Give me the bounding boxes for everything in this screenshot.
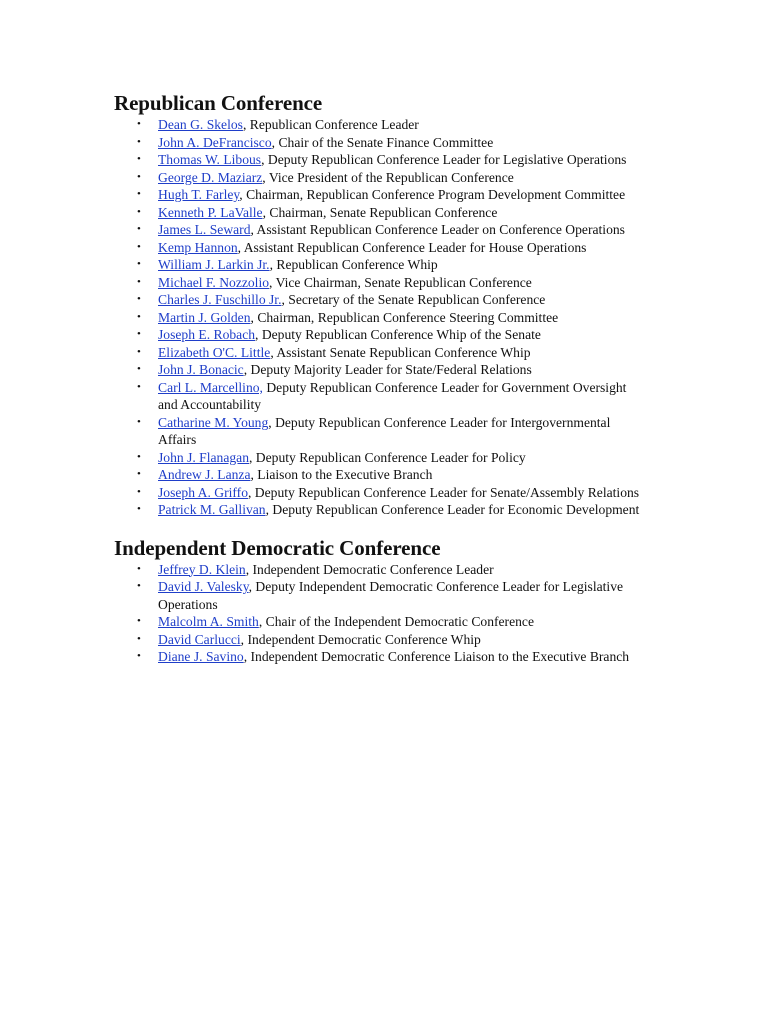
- document-page: [114, 90, 644, 666]
- list-item: [137, 484, 644, 502]
- bullet-icon: •: [137, 650, 141, 662]
- bullet-icon: •: [137, 293, 141, 305]
- list-item: [137, 151, 644, 169]
- member-role: , Republican Conference Leader: [242, 117, 419, 132]
- member-name-link[interactable]: Joseph A. Griffo: [158, 484, 248, 500]
- member-role: , Chairman, Republican Conference Steering Committee: [250, 309, 559, 325]
- list-item: [137, 449, 644, 467]
- bullet-icon: •: [137, 170, 141, 183]
- member-role: , Independent Democratic Conference Liaison to the Executive Branch: [243, 649, 630, 664]
- member-role: , Assistant Republican Conference Leader for House Operations: [237, 239, 587, 255]
- list-item: [137, 578, 644, 613]
- member-name-link[interactable]: John J. Bonacic: [158, 362, 244, 377]
- list-item: [137, 501, 644, 519]
- member-role: , Deputy Majority Leader for State/Federal Relations: [243, 362, 532, 377]
- member-role: , Secretary of the Senate Republican Conference: [281, 292, 546, 307]
- bullet-icon: •: [137, 415, 141, 428]
- member-role: , Deputy Republican Conference Leader for Intergovernmental Affairs: [158, 414, 611, 447]
- member-name-link[interactable]: Thomas W. Libous: [158, 152, 262, 167]
- member-role: , Deputy Republican Conference Leader for Legislative Operations: [261, 152, 627, 167]
- list-item: [137, 344, 644, 362]
- bullet-icon: •: [137, 450, 141, 463]
- list-item: [137, 239, 644, 257]
- list-item: [137, 379, 644, 414]
- list-item: [137, 631, 644, 649]
- independent-democratic-conference-section: [114, 535, 644, 666]
- list-item: [137, 326, 644, 344]
- member-role: , Independent Democratic Conference Leader: [245, 561, 494, 577]
- bullet-icon: •: [137, 223, 141, 235]
- list-item: [137, 414, 644, 449]
- member-name-link[interactable]: Hugh T. Farley: [158, 187, 240, 202]
- member-role: , Republican Conference Whip: [269, 257, 438, 272]
- bullet-icon: •: [137, 562, 141, 575]
- bullet-icon: •: [137, 363, 141, 375]
- member-role: , Chair of the Independent Democratic Conference: [258, 614, 534, 629]
- member-name-link[interactable]: Michael F. Nozzolio: [158, 274, 270, 290]
- member-name-link[interactable]: Kenneth P. LaValle: [158, 204, 263, 220]
- member-name-link[interactable]: Patrick M. Gallivan: [158, 502, 266, 517]
- list-item: [137, 169, 644, 187]
- bullet-icon: •: [137, 580, 141, 592]
- bullet-icon: •: [137, 188, 141, 200]
- bullet-icon: •: [137, 275, 141, 288]
- republican-conference-section: [114, 90, 644, 519]
- member-name-link[interactable]: David J. Valesky: [158, 579, 249, 594]
- member-name-link[interactable]: John J. Flanagan: [158, 449, 249, 465]
- member-name-link[interactable]: Andrew J. Lanza: [158, 467, 251, 482]
- list-item: [137, 291, 644, 309]
- bullet-icon: •: [137, 310, 141, 323]
- member-role: , Vice Chairman, Senate Republican Conference: [269, 274, 532, 290]
- list-item: [137, 256, 644, 274]
- list-item: [137, 204, 644, 222]
- list-item: [137, 361, 644, 379]
- list-item: [137, 221, 644, 239]
- member-role: , Deputy Independent Democratic Conference Leader for Legislative Operations: [158, 579, 624, 612]
- list-item: [137, 309, 644, 327]
- member-role: , Vice President of the Republican Conference: [262, 169, 514, 185]
- member-role: , Chairman, Senate Republican Conference: [262, 204, 498, 220]
- member-role: , Chairman, Republican Conference Program Development Committee: [239, 187, 626, 202]
- bullet-icon: •: [137, 258, 141, 270]
- member-name-link[interactable]: Charles J. Fuschillo Jr.: [158, 292, 282, 307]
- member-role: , Deputy Republican Conference Whip of the Senate: [255, 327, 541, 342]
- list-item: [137, 648, 644, 666]
- list-item: [137, 613, 644, 631]
- bullet-icon: •: [137, 615, 141, 627]
- member-name-link[interactable]: Elizabeth O'C. Little: [158, 344, 271, 360]
- member-role: , Liaison to the Executive Branch: [250, 467, 433, 482]
- bullet-icon: •: [137, 328, 141, 340]
- member-name-link[interactable]: George D. Maziarz: [158, 169, 263, 185]
- member-name-link[interactable]: Jeffrey D. Klein: [158, 561, 246, 577]
- member-role: , Chair of the Senate Finance Committee: [271, 134, 494, 150]
- member-role: , Deputy Republican Conference Leader for Senate/Assembly Relations: [248, 484, 640, 500]
- bullet-icon: •: [137, 632, 141, 645]
- republican-member-list: [114, 116, 644, 519]
- member-name-link[interactable]: Kemp Hannon: [158, 239, 238, 255]
- member-name-link[interactable]: Malcolm A. Smith: [158, 614, 259, 629]
- bullet-icon: •: [137, 380, 141, 393]
- member-role: , Deputy Republican Conference Leader for Economic Development: [265, 502, 640, 517]
- member-name-link[interactable]: Diane J. Savino: [158, 649, 244, 664]
- member-name-link[interactable]: Joseph E. Robach: [158, 327, 256, 342]
- member-role: , Assistant Senate Republican Conference Whip: [270, 344, 531, 360]
- section-title-republican-conference: Republican Conference: [114, 91, 323, 115]
- section-title-independent-democratic-conference: Independent Democratic Conference: [114, 535, 441, 560]
- idc-member-list: [114, 561, 644, 666]
- bullet-icon: •: [137, 153, 141, 165]
- list-item: [137, 466, 644, 484]
- bullet-icon: •: [137, 205, 141, 218]
- list-item: [137, 274, 644, 292]
- member-name-link[interactable]: Catharine M. Young: [158, 414, 269, 430]
- bullet-icon: •: [137, 118, 141, 130]
- bullet-icon: •: [137, 345, 141, 358]
- member-name-link[interactable]: Martin J. Golden: [158, 309, 251, 325]
- bullet-icon: •: [137, 240, 141, 253]
- list-item: [137, 116, 644, 134]
- list-item: [137, 134, 644, 152]
- member-name-link[interactable]: James L. Seward: [158, 222, 251, 237]
- member-name-link[interactable]: John A. DeFrancisco: [158, 134, 272, 150]
- member-role: , Assistant Republican Conference Leader on Conference Operations: [250, 222, 625, 237]
- list-item: [137, 561, 644, 579]
- bullet-icon: •: [137, 503, 141, 515]
- member-role: Deputy Republican Conference Leader for Government Oversight and Accountability: [158, 379, 627, 412]
- bullet-icon: •: [137, 135, 141, 148]
- bullet-icon: •: [137, 485, 141, 498]
- member-role: , Independent Democratic Conference Whip: [240, 631, 481, 647]
- list-item: [137, 186, 644, 204]
- member-name-link[interactable]: David Carlucci: [158, 631, 241, 647]
- member-role: , Deputy Republican Conference Leader for Policy: [249, 449, 526, 465]
- member-name-link[interactable]: Carl L. Marcellino,: [158, 379, 263, 395]
- bullet-icon: •: [137, 468, 141, 480]
- member-name-link[interactable]: William J. Larkin Jr.: [158, 257, 270, 272]
- member-name-link[interactable]: Dean G. Skelos: [158, 117, 243, 132]
